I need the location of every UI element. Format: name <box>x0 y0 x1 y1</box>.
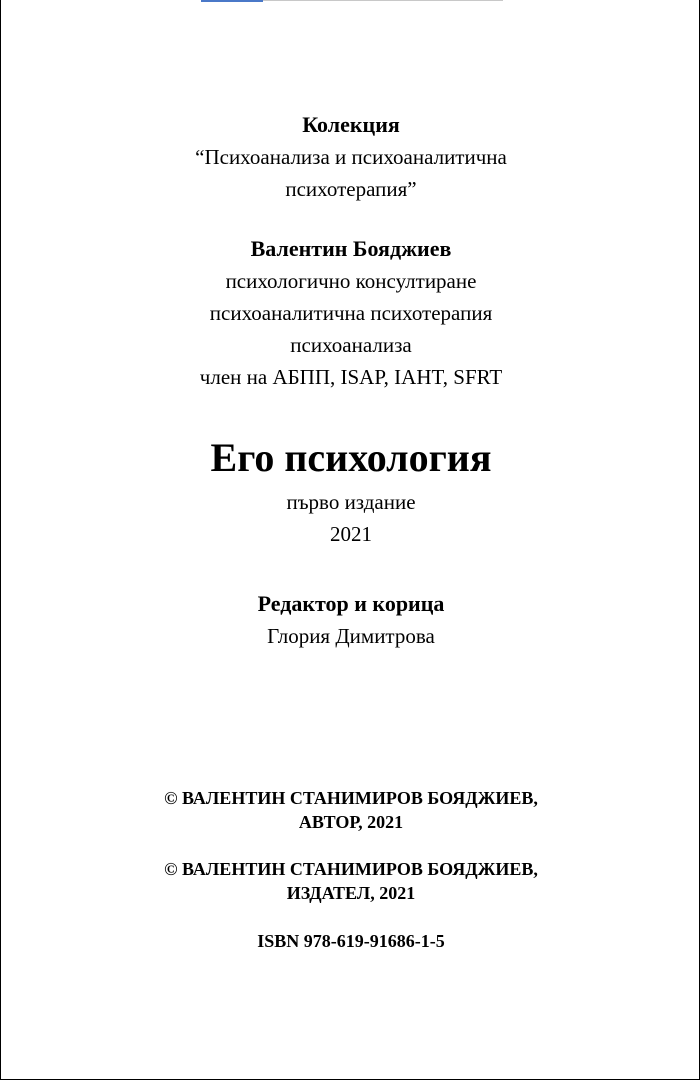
copyright-author-block <box>1 786 700 834</box>
author-role-2: психоаналитична психотерапия <box>209 301 493 325</box>
copyright-author-line-2: АВТОР, 2021 <box>298 812 404 832</box>
isbn-block <box>1 929 700 953</box>
copyright-publisher-line-2: ИЗДАТЕЛ, 2021 <box>286 883 416 903</box>
copyright-publisher-block <box>1 857 700 905</box>
collection-name-line-1: “Психоанализа и психоаналитична <box>195 145 507 169</box>
copyright-author-line-1: © ВАЛЕНТИН СТАНИМИРОВ БОЯДЖИЕВ, <box>164 788 538 808</box>
top-divider-accent <box>201 0 263 2</box>
book-edition: първо издание <box>286 490 416 514</box>
author-name: Валентин Бояджиев <box>250 236 452 261</box>
book-year: 2021 <box>330 522 372 546</box>
author-block <box>1 232 700 393</box>
editor-block <box>1 587 700 652</box>
author-role-1: психологично консултиране <box>225 269 477 293</box>
book-block <box>1 434 700 550</box>
book-title: Его психология <box>210 435 492 480</box>
copyright-publisher-line-1: © ВАЛЕНТИН СТАНИМИРОВ БОЯДЖИЕВ, <box>164 859 538 879</box>
author-role-3: психоанализа <box>290 333 412 357</box>
collection-heading: Колекция <box>302 112 400 137</box>
collection-block <box>1 108 700 205</box>
editor-name: Глория Димитрова <box>267 624 435 648</box>
isbn: ISBN 978-619-91686-1-5 <box>257 931 445 951</box>
collection-name-line-2: психотерапия” <box>285 177 417 201</box>
author-role-4: член на АБПП, ISAP, IAHT, SFRT <box>199 365 503 389</box>
editor-heading: Редактор и корица <box>257 591 445 616</box>
